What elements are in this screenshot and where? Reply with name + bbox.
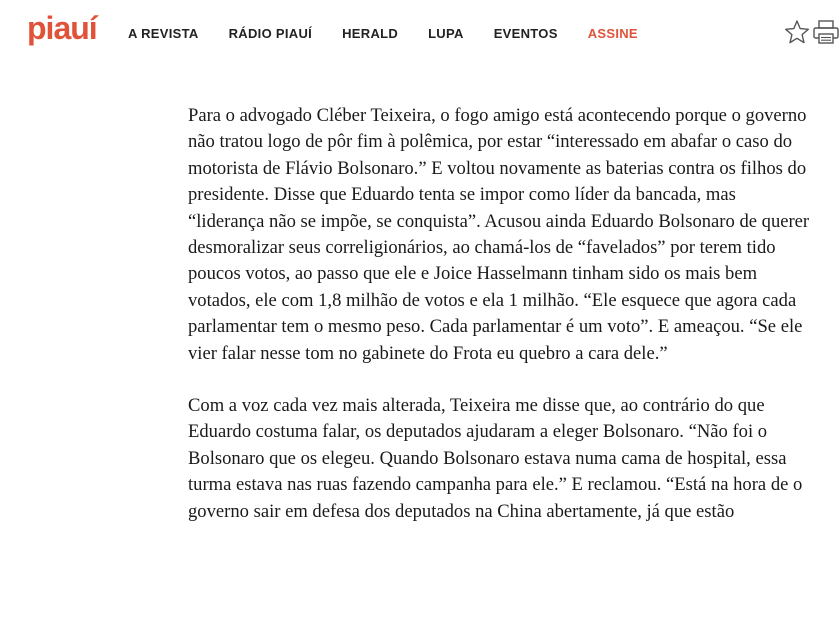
site-header: [0, 0, 840, 70]
nav-item-herald[interactable]: HERALD: [342, 26, 399, 41]
article-tools: [784, 18, 840, 46]
article-paragraph: Para o advogado Cléber Teixeira, o fogo amigo está acontecendo porque o governo não tratou logo de pôr fim à polêmica, por estar “interessado em abafar o caso do motorista de Flávio Bolsonaro.” E voltou novamente as baterias contra os filhos do presidente. Disse que Eduardo tenta se impor como líder da bancada, mas “liderança não se impõe, se conquista”. Acusou ainda Eduardo Bolsonaro de querer desmoralizar seus correligionários, ao chamá-los de “favelados” por terem tido poucos votos, ao passo que ele e Joice Hasselmann tinham sido os mais bem votados, ele com 1,8 milhão de votos e ela 1 milhão. “Ele esquece que agora cada parlamentar tem o mesmo peso. Cada parlamentar é um voto”. E ameaçou. “Se ele vier falar nesse tom no gabinete do Frota eu quebro a cara dele.”: [188, 105, 810, 364]
star-icon[interactable]: [784, 18, 810, 46]
site-logo[interactable]: piauí: [27, 10, 97, 46]
nav-item-lupa[interactable]: LUPA: [428, 26, 464, 41]
article-body: [188, 103, 813, 551]
nav-item-radio-piaui[interactable]: RÁDIO PIAUÍ: [228, 26, 313, 41]
nav-item-a-revista[interactable]: A REVISTA: [128, 26, 199, 41]
nav-item-assine[interactable]: ASSINE: [587, 26, 638, 41]
nav-item-eventos[interactable]: EVENTOS: [493, 26, 558, 41]
main-nav: [128, 26, 668, 42]
article-paragraph: Com a voz cada vez mais alterada, Teixeira me disse que, ao contrário do que Eduardo costuma falar, os deputados ajudaram a eleger Bolsonaro. “Não foi o Bolsonaro que os elegeu. Quando Bolsonaro estava numa cama de hospital, essa turma estava nas ruas fazendo campanha para ele.” E reclamou. “Está na hora de o governo sair em defesa dos deputados na China abertamente, já que estão: [188, 395, 803, 522]
printer-icon[interactable]: [812, 18, 840, 46]
